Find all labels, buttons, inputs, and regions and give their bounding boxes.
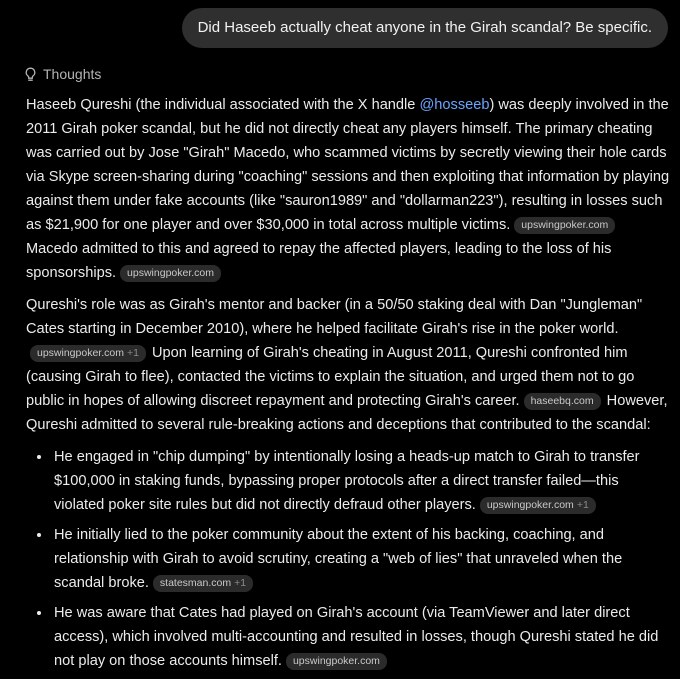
thoughts-toggle[interactable] xyxy=(24,66,101,82)
list-item: • He was aware that Cates had played on Girah's account (via TeamViewer and later direct access), which involved multi-accounting and resulted in losses, though Qureshi stated he did not play on those accounts himself. upswingpoker.com xyxy=(52,601,670,673)
assistant-response xyxy=(26,93,670,679)
source-chip[interactable]: upswingpoker.com +1 xyxy=(480,497,596,514)
source-chip[interactable]: upswingpoker.com xyxy=(514,217,615,234)
list-item: • He initially lied to the poker community about the extent of his backing, coaching, and relationship with Girah to avoid scrutiny, creating a "web of lies" that unraveled when the scandal broke. statesman.com +1 xyxy=(52,523,670,595)
thoughts-label: Thoughts xyxy=(43,66,102,82)
list-item: • He engaged in "chip dumping" by intentionally losing a heads-up match to Girah to transfer $100,000 in staking funds, bypassing proper protocols after a direct transfer failed—this violated poker site rules but did not directly defraud other players. upswingpoker.com +1 xyxy=(52,445,670,517)
lightbulb-icon xyxy=(24,67,37,82)
response-paragraph-2: Qureshi's role was as Girah's mentor and backer (in a 50/50 staking deal with Dan "Jungleman" Cates starting in December 2010), where he helped facilitate Girah's rise in the poker world.upswingpoker.com +1 Upon learning of Girah's cheating in August 2011, Qureshi confronted him (causing Girah to flee), contacted the victims to explain the situation, and urged them not to go public in hopes of allowing discreet repayment and protecting Girah's career. haseebq.com However, Qureshi admitted to several rule-breaking actions and deceptions that contributed to the scandal: xyxy=(26,297,668,433)
source-chip[interactable]: upswingpoker.com +1 xyxy=(30,345,146,362)
user-message-text: Did Haseeb actually cheat anyone in the Girah scandal? Be specific. xyxy=(197,19,652,36)
x-handle-link[interactable]: @hosseeb xyxy=(419,97,490,113)
source-chip[interactable]: upswingpoker.com xyxy=(286,653,387,670)
source-chip[interactable]: haseebq.com xyxy=(524,393,601,410)
bullet-list xyxy=(26,445,670,673)
source-chip[interactable]: statesman.com +1 xyxy=(153,575,253,592)
response-paragraph-1: Haseeb Qureshi (the individual associated with the X handle @hosseeb) was deeply involved in the 2011 Girah poker scandal, but he did not directly cheat any players himself. The primary cheating was carried out by Jose "Girah" Macedo, who scammed victims by secretly viewing their hole cards via Skype screen-sharing during "coaching" sessions and then exploiting that information by playing against them under fake accounts (like "sauron1989" and "dollarman223"), resulting in losses such as $21,900 for one player and over $30,000 in total across multiple victims. upswingpoker.com Macedo admitted to this and agreed to repay the affected players, leading to the loss of his sponsorships. upswingpoker.com xyxy=(26,97,670,281)
source-chip[interactable]: upswingpoker.com xyxy=(120,265,221,282)
user-message-bubble xyxy=(182,8,668,48)
